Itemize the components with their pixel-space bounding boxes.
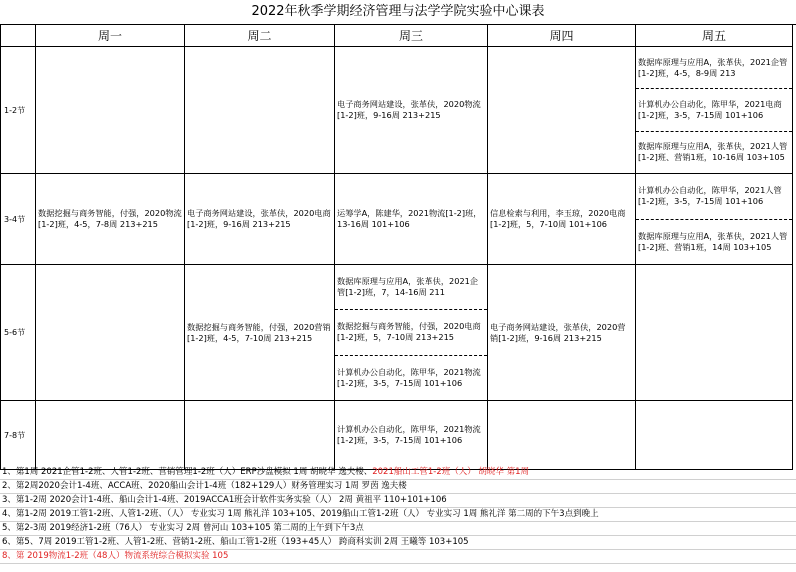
slot-tue-7-8[interactable] [185,401,335,470]
slot-wed-3-4[interactable] [335,174,488,265]
period-row-5-6 [1,265,793,401]
course-entry: 计算机办公自动化，陈甲华，2021物流[1-2]班，3-5，7-15周 101+106 [335,355,487,400]
period-label: 5-6节 [1,265,36,401]
slot-wed-5-6[interactable] [335,265,488,401]
course-entry: 计算机办公自动化，陈甲华，2021电商[1-2]班，3-5，7-15周 101+106 [636,88,792,130]
header-row [1,25,793,47]
corner-cell [1,25,36,47]
notes-section [0,466,796,564]
slot-fri-5-6[interactable] [636,265,793,401]
period-row-1-2 [1,47,793,174]
course-stack [335,265,487,400]
note-line: 4、第1-2周 2019工管1-2班、人管1-2班、（人） 专业实习 1周 熊礼洋 103+105、2019船山工管1-2班（人） 专业实习 1周 熊礼洋 第二周的下午3点到晚上 [0,508,796,522]
slot-mon-7-8[interactable] [36,401,185,470]
day-header-fri: 周五 [636,25,793,47]
course-entry: 计算机办公自动化，陈甲华，2021人管[1-2]班，3-5，7-15周 101+106 [638,185,782,207]
course-entry: 信息检索与利用，李玉琼，2020电商[1-2]班，5，7-10周 101+106 [490,208,626,229]
day-header-mon: 周一 [36,25,185,47]
slot-fri-7-8[interactable] [636,401,793,470]
sheet-title: 2022年秋季学期经济管理与法学学院实验中心课表 [0,0,796,25]
period-label: 3-4节 [1,174,36,265]
slot-mon-1-2[interactable] [36,47,185,174]
course-stack [636,174,792,264]
note-line: 3、第1-2周 2020会计1-4班、船山会计1-4班、2019ACCA1班会计软件实务实验（人） 2周 黄祖平 110+101+106 [0,494,796,508]
slot-fri-1-2[interactable] [636,47,793,174]
course-entry: 数据挖掘与商务智能，付强，2020物流[1-2]班，4-5，7-8周 213+215 [38,208,182,229]
note-line: 5、第2-3周 2019经济1-2班（76人） 专业实习 2周 曾河山 103+105 第二周的上午到下午3点 [0,522,796,536]
course-entry: 数据库原理与应用A，张革伕，2021人管[1-2]班、营销1班，10-16周 103+105 [636,131,792,173]
slot-tue-1-2[interactable] [185,47,335,174]
period-row-7-8 [1,401,793,470]
course-entry: 电子商务网站建设，张革伕，2020营销[1-2]班，9-16周 213+215 [490,321,626,343]
slot-wed-1-2[interactable] [335,47,488,174]
course-entry: 数据库原理与应用A，张革伕，2021人管[1-2]班、营销1班，14周 103+105 [636,219,792,265]
course-stack [636,47,792,173]
slot-tue-5-6[interactable] [185,265,335,401]
slot-tue-3-4[interactable] [185,174,335,265]
period-label: 1-2节 [1,47,36,174]
slot-thu-1-2[interactable] [488,47,636,174]
day-header-wed: 周三 [335,25,488,47]
slot-fri-3-4[interactable] [636,174,793,265]
slot-wed-7-8[interactable] [335,401,488,470]
slot-mon-3-4[interactable] [36,174,185,265]
course-entry: 运筹学A，陈建华，2021物流[1-2]班，13-16周 101+106 [337,208,482,229]
period-row-3-4 [1,174,793,265]
day-header-thu: 周四 [488,25,636,47]
note-line: 2、第2周2020会计1-4班、ACCA班、2020船山会计1-4班（182+129人）财务管理实习 1周 罗茵 逸夫楼 [0,480,796,494]
note-line: 8、第 2019物流1-2班（48人）物流系统综合模拟实验 105 [0,550,796,564]
course-entry: 数据挖掘与商务智能，付强，2020电商[1-2]班，5，7-10周 213+215 [335,309,487,354]
course-entry: 数据库原理与应用A，张革伕，2021企管[1-2]班，4-5，8-9周 213 [638,56,788,78]
note-line: 1、第1周 2021企管1-2班、人管1-2班、营销管理1-2班（人）ERP沙盘模拟 1周 胡晓华 逸夫楼、2021船山工管1-2班（人） 胡晓华 第1周 [0,466,796,480]
course-entry: 电子商务网站建设，张革伕，2020物流[1-2]班，9-16周 213+215 [337,99,481,120]
course-entry: 计算机办公自动化，陈甲华，2021物流[1-2]班，3-5，7-15周 101+106 [337,424,481,445]
course-entry: 电子商务网站建设，张革伕，2020电商[1-2]班，9-16周 213+215 [187,208,331,229]
timetable [0,24,793,470]
course-entry: 数据挖掘与商务智能，付强，2020营销[1-2]班，4-5，7-10周 213+215 [187,321,331,343]
slot-mon-5-6[interactable] [36,265,185,401]
course-entry: 数据库原理与应用A，张革伕，2021企管[1-2]班，7，14-16周 211 [337,276,479,298]
period-label: 7-8节 [1,401,36,470]
slot-thu-7-8[interactable] [488,401,636,470]
slot-thu-3-4[interactable] [488,174,636,265]
slot-thu-5-6[interactable] [488,265,636,401]
note-line: 6、第5、7周 2019工管1-2班、人管1-2班、营销1-2班、船山工管1-2班（193+45人） 跨商科实训 2周 王曦等 103+105 [0,536,796,550]
day-header-tue: 周二 [185,25,335,47]
